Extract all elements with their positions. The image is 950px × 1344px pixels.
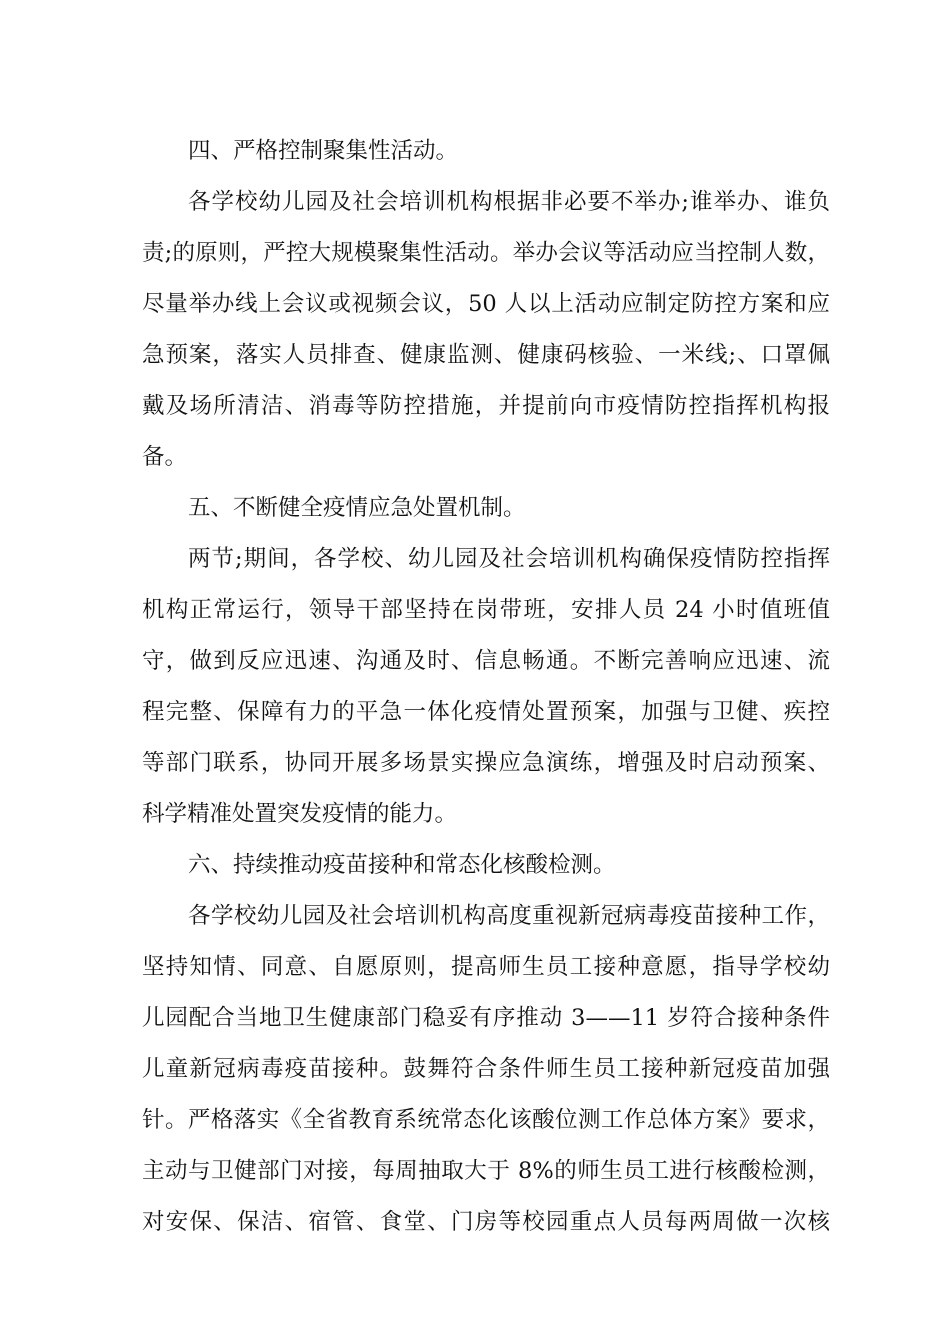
section-heading-4: 四、严格控制聚集性活动。 bbox=[188, 138, 459, 164]
section-heading-5: 五、不断健全疫情应急处置机制。 bbox=[188, 495, 526, 521]
paragraph-line: 主动与卫健部门对接，每周抽取大于 8%的师生员工进行核酸检测， bbox=[142, 1158, 830, 1184]
paragraph-line: 各学校幼儿园及社会培训机构高度重视新冠病毒疫苗接种工作， bbox=[188, 903, 830, 929]
paragraph-line: 针。严格落实《全省教育系统常态化该酸位测工作总体方案》要求， bbox=[142, 1107, 830, 1133]
paragraph-line: 责;的原则，严控大规模聚集性活动。举办会议等活动应当控制人数， bbox=[142, 240, 830, 266]
paragraph-line: 尽量举办线上会议或视频会议，50 人以上活动应制定防控方案和应 bbox=[142, 291, 830, 317]
document-body bbox=[142, 131, 830, 1253]
section-heading-6: 六、持续推动疫苗接种和常态化核酸检测。 bbox=[188, 852, 616, 878]
paragraph-line: 儿园配合当地卫生健康部门稳妥有序推动 3——11 岁符合接种条件 bbox=[142, 1005, 830, 1031]
paragraph-line: 坚持知情、同意、自愿原则，提高师生员工接种意愿，指导学校幼 bbox=[142, 954, 830, 980]
paragraph-line: 机构正常运行，领导干部坚持在岗带班，安排人员 24 小时值班值 bbox=[142, 597, 830, 623]
paragraph-line: 守，做到反应迅速、沟通及时、信息畅通。不断完善响应迅速、流 bbox=[142, 648, 830, 674]
paragraph-line: 对安保、保洁、宿管、食堂、门房等校园重点人员每两周做一次核 bbox=[142, 1209, 830, 1235]
paragraph-line: 等部门联系，协同开展多场景实操应急演练，增强及时启动预案、 bbox=[142, 750, 830, 776]
paragraph-line: 急预案，落实人员排查、健康监测、健康码核验、一米线;、口罩佩 bbox=[142, 342, 830, 368]
paragraph-line: 程完整、保障有力的平急一体化疫情处置预案，加强与卫健、疾控 bbox=[142, 699, 830, 725]
paragraph-line: 备。 bbox=[142, 444, 188, 470]
paragraph-line: 两节;期间，各学校、幼儿园及社会培训机构确保疫情防控指挥 bbox=[188, 546, 830, 572]
paragraph-line: 科学精准处置突发疫情的能力。 bbox=[142, 801, 458, 827]
paragraph-line: 儿童新冠病毒疫苗接种。鼓舞符合条件师生员工接种新冠疫苗加强 bbox=[142, 1056, 830, 1082]
paragraph-line: 戴及场所清洁、消毒等防控措施，并提前向市疫情防控指挥机构报 bbox=[142, 393, 830, 419]
paragraph-line: 各学校幼儿园及社会培训机构根据非必要不举办;谁举办、谁负 bbox=[188, 189, 830, 215]
